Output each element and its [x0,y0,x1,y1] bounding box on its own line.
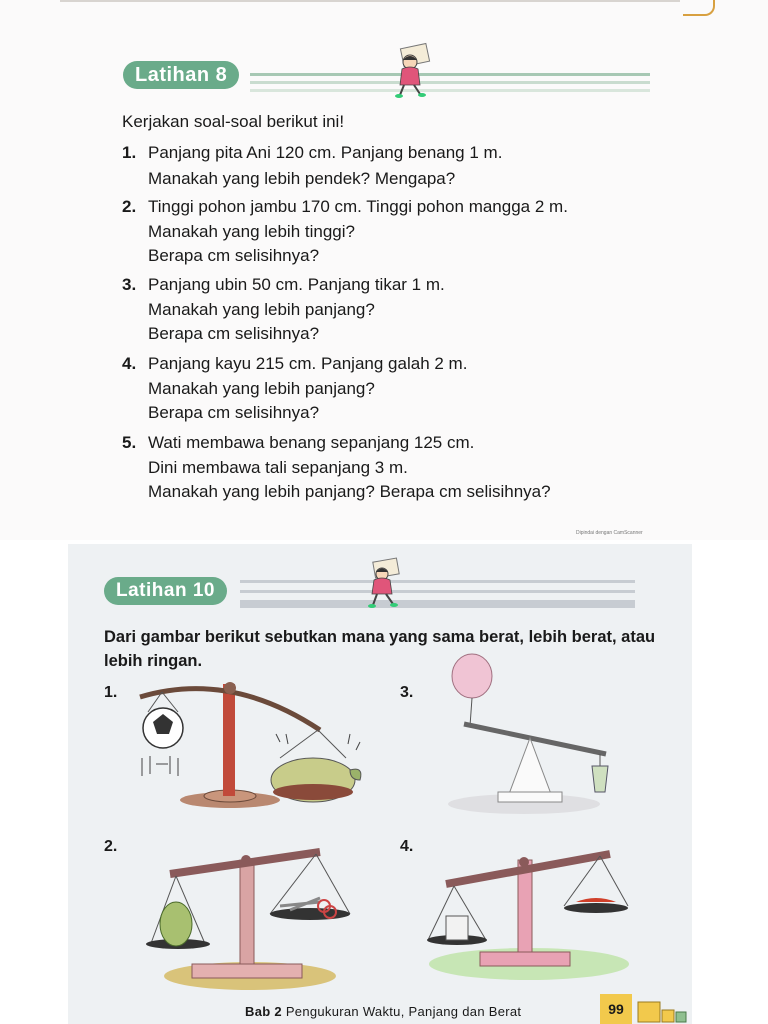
decorative-cubes-icon [636,998,696,1024]
question-line: Manakah yang lebih panjang? [148,300,375,319]
question-line: Manakah yang lebih pendek? Mengapa? [148,169,456,188]
figure-label-4: 4. [400,838,414,855]
question-line: Panjang ubin 50 cm. Panjang tikar 1 m. [148,275,445,294]
question-line: Wati membawa benang sepanjang 125 cm. [148,433,475,452]
exercise-10-instruction: Dari gambar berikut sebutkan mana yang sama berat, lebih berat, atau lebih ringan. [104,628,656,670]
question-line: Berapa cm selisihnya? [148,246,320,265]
exercise-10-title: Latihan 10 [104,577,227,605]
page-footer [245,1004,521,1019]
page-margin [692,544,768,1024]
mascot-boy-illustration [362,558,406,614]
question-number: 4. [122,354,137,373]
question-line: Manakah yang lebih tinggi? [148,222,355,241]
balance-balloon-vs-bag-illustration [444,654,624,814]
question-number: 3. [122,275,137,294]
header-stripe [240,600,635,608]
footer-title: Pengukuran Waktu, Panjang dan Berat [285,1004,522,1019]
question-5 [122,430,551,504]
question-line: Dini membawa tali sepanjang 3 m. [148,458,408,477]
figure-label-1: 1. [104,684,118,701]
balance-squash-vs-scissors-illustration [140,848,360,988]
page-number: 99 [600,994,632,1024]
question-number: 2. [122,197,137,216]
question-line: Manakah yang lebih panjang? Berapa cm selisihnya? [148,482,551,501]
question-line: Panjang kayu 215 cm. Panjang galah 2 m. [148,354,468,373]
question-line: Panjang pita Ani 120 cm. Panjang benang 1 m. [148,143,503,162]
header-stripe [250,89,650,92]
header-stripe [250,81,650,84]
question-number: 5. [122,433,137,452]
corner-decoration [683,0,715,16]
question-4 [122,351,467,425]
mascot-boy-illustration [388,44,438,100]
question-1 [122,140,502,192]
header-stripe [240,590,635,593]
footer-chapter: Bab 2 [245,1004,282,1019]
figure-label-2: 2. [104,838,118,855]
top-rule [60,0,680,2]
exercise-8-title: Latihan 8 [123,61,239,89]
question-2 [122,194,568,268]
exercise-8-instruction: Kerjakan soal-soal berikut ini! [122,112,345,131]
balance-ball-vs-jackfruit-illustration [120,672,380,812]
figure-label-3: 3. [400,684,414,701]
question-line: Berapa cm selisihnya? [148,324,320,343]
question-number: 1. [122,143,137,162]
balance-glass-vs-tray-illustration [424,844,634,984]
question-line: Manakah yang lebih panjang? [148,379,375,398]
question-line: Berapa cm selisihnya? [148,403,320,422]
header-stripe [250,73,650,76]
header-stripe [240,580,635,583]
question-3 [122,272,445,346]
question-line: Tinggi pohon jambu 170 cm. Tinggi pohon mangga 2 m. [148,197,568,216]
scanner-watermark: Dipindai dengan CamScanner [576,530,643,536]
